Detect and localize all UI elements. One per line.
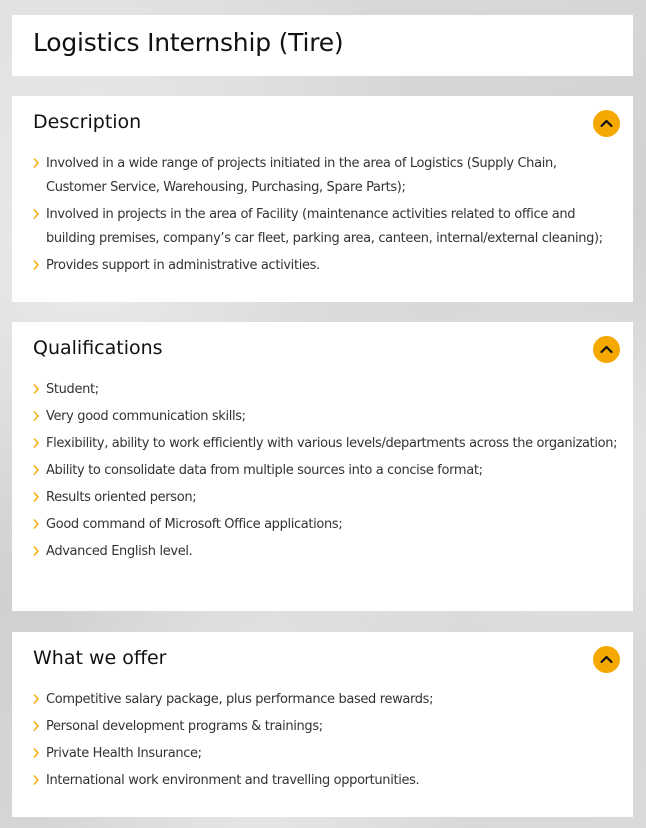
list-item: [32, 254, 619, 278]
list-item-text: Good command of Microsoft Office applications;: [46, 517, 343, 532]
chevron-right-icon: [32, 382, 40, 396]
list-item: [32, 378, 619, 402]
chevron-right-icon: [32, 409, 40, 423]
list-item-text: International work environment and travelling opportunities.: [46, 773, 420, 788]
list-item: [32, 715, 619, 739]
chevron-right-icon: [32, 692, 40, 706]
list-item: [32, 459, 619, 483]
chevron-right-icon: [32, 463, 40, 477]
list-item-text: Advanced English level.: [46, 544, 193, 559]
list-item: [32, 742, 619, 766]
description-list: [32, 152, 619, 281]
qualifications-section: [12, 322, 633, 611]
chevron-right-icon: [32, 773, 40, 787]
list-item-text: Involved in a wide range of projects initiated in the area of Logistics (Supply Chain, Customer Service, Warehousing, Purchasing, Spare Parts);: [46, 156, 557, 195]
section-title: Qualifications: [33, 337, 163, 359]
list-item: [32, 688, 619, 712]
list-item: [32, 405, 619, 429]
list-item: [32, 486, 619, 510]
list-item-text: Student;: [46, 382, 99, 397]
chevron-right-icon: [32, 719, 40, 733]
chevron-right-icon: [32, 156, 40, 170]
section-title: What we offer: [33, 647, 167, 669]
list-item-text: Very good communication skills;: [46, 409, 246, 424]
list-item: [32, 152, 619, 200]
chevron-up-icon: [593, 646, 620, 673]
collapse-toggle-button[interactable]: [593, 110, 620, 137]
list-item: [32, 540, 619, 564]
chevron-right-icon: [32, 746, 40, 760]
chevron-up-icon: [593, 110, 620, 137]
chevron-right-icon: [32, 207, 40, 221]
list-item-text: Involved in projects in the area of Facility (maintenance activities related to office and building premises, company’s car fleet, parking area, canteen, internal/external cleaning);: [46, 207, 603, 246]
list-item: [32, 513, 619, 537]
description-section: [12, 96, 633, 302]
chevron-right-icon: [32, 544, 40, 558]
list-item-text: Flexibility, ability to work efficiently with various levels/departments across the organization;: [46, 436, 618, 451]
chevron-up-icon: [593, 336, 620, 363]
collapse-toggle-button[interactable]: [593, 336, 620, 363]
offer-list: [32, 688, 619, 796]
section-title: Description: [33, 111, 142, 133]
qualifications-list: [32, 378, 619, 567]
chevron-right-icon: [32, 517, 40, 531]
list-item-text: Private Health Insurance;: [46, 746, 202, 761]
page-title: Logistics Internship (Tire): [33, 28, 344, 57]
chevron-right-icon: [32, 436, 40, 450]
list-item: [32, 769, 619, 793]
list-item-text: Results oriented person;: [46, 490, 197, 505]
list-item-text: Provides support in administrative activities.: [46, 258, 320, 273]
title-card: [12, 15, 633, 76]
chevron-right-icon: [32, 490, 40, 504]
chevron-right-icon: [32, 258, 40, 272]
list-item-text: Competitive salary package, plus performance based rewards;: [46, 692, 434, 707]
list-item-text: Personal development programs & trainings;: [46, 719, 323, 734]
what-we-offer-section: [12, 632, 633, 817]
list-item: [32, 432, 619, 456]
collapse-toggle-button[interactable]: [593, 646, 620, 673]
list-item: [32, 203, 619, 251]
list-item-text: Ability to consolidate data from multiple sources into a concise format;: [46, 463, 483, 478]
